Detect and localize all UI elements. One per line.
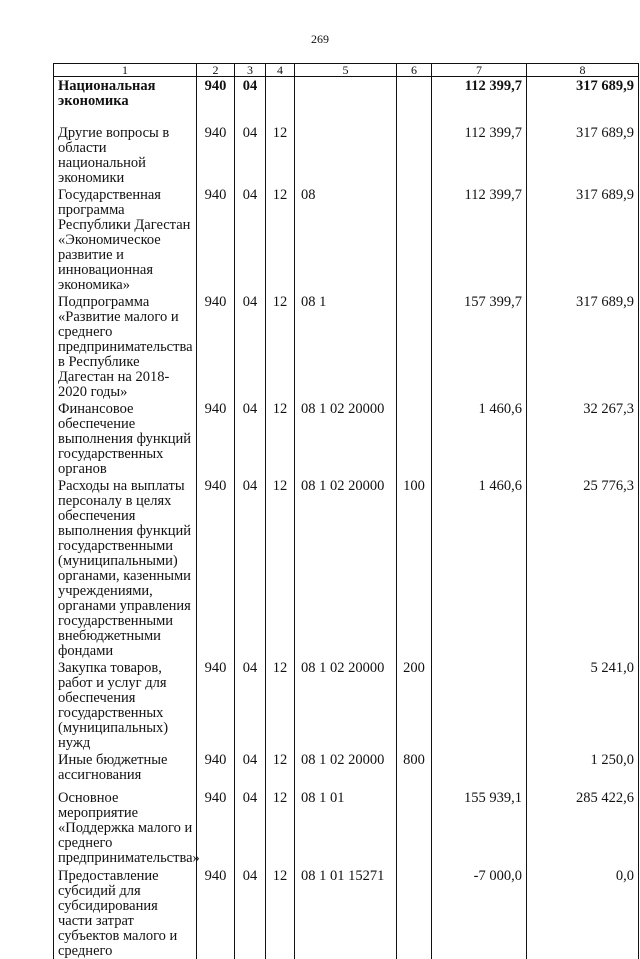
cell-c4: 12 — [266, 867, 295, 959]
cell-c6: 100 — [397, 477, 432, 659]
table-row — [54, 659, 639, 751]
table-row — [54, 400, 639, 477]
budget-table — [53, 63, 639, 959]
cell-c7: 1 460,6 — [432, 400, 527, 477]
cell-c4: 12 — [266, 186, 295, 293]
table-row — [54, 293, 639, 400]
cell-c3: 04 — [235, 124, 266, 186]
column-header: 4 — [266, 64, 295, 77]
cell-c6 — [397, 789, 432, 867]
cell-c4: 12 — [266, 124, 295, 186]
cell-c2: 940 — [197, 867, 235, 959]
row-name: Иные бюджетные ассигнования — [54, 751, 197, 789]
cell-c5: 08 1 01 — [295, 789, 397, 867]
cell-c3: 04 — [235, 186, 266, 293]
cell-c8: 5 241,0 — [527, 659, 639, 751]
cell-c6 — [397, 186, 432, 293]
cell-c2: 940 — [197, 293, 235, 400]
table-row — [54, 477, 639, 659]
cell-c6 — [397, 867, 432, 959]
cell-c8: 317 689,9 — [527, 186, 639, 293]
cell-c4 — [266, 77, 295, 124]
cell-c2: 940 — [197, 789, 235, 867]
cell-c3: 04 — [235, 751, 266, 789]
table-row — [54, 186, 639, 293]
cell-c2: 940 — [197, 400, 235, 477]
cell-c2: 940 — [197, 186, 235, 293]
row-name: Национальная экономика — [54, 77, 197, 124]
row-name: Предоставление субсидий для субсидирования части затрат субъектов малого и среднего — [54, 867, 197, 959]
cell-c4: 12 — [266, 477, 295, 659]
column-header: 2 — [197, 64, 235, 77]
cell-c4: 12 — [266, 400, 295, 477]
cell-c8: 25 776,3 — [527, 477, 639, 659]
cell-c6 — [397, 400, 432, 477]
table-row — [54, 751, 639, 789]
cell-c5: 08 1 — [295, 293, 397, 400]
cell-c6 — [397, 124, 432, 186]
cell-c5 — [295, 124, 397, 186]
table-row — [54, 124, 639, 186]
cell-c7 — [432, 659, 527, 751]
cell-c2: 940 — [197, 477, 235, 659]
cell-c3: 04 — [235, 477, 266, 659]
table-row — [54, 789, 639, 867]
row-name: Расходы на выплаты персоналу в целях обеспечения выполнения функций государственными (муниципальными) органами, казенными учреждениями, органами управления государственными внебюджетными фондами — [54, 477, 197, 659]
cell-c8: 0,0 — [527, 867, 639, 959]
cell-c3: 04 — [235, 789, 266, 867]
cell-c8: 317 689,9 — [527, 124, 639, 186]
row-name: Закупка товаров, работ и услуг для обеспечения государственных (муниципальных) нужд — [54, 659, 197, 751]
table-row — [54, 867, 639, 959]
cell-c2: 940 — [197, 77, 235, 124]
page-number: 269 — [311, 32, 329, 46]
cell-c7: 1 460,6 — [432, 477, 527, 659]
cell-c3: 04 — [235, 659, 266, 751]
cell-c3: 04 — [235, 867, 266, 959]
cell-c5: 08 — [295, 186, 397, 293]
cell-c6: 200 — [397, 659, 432, 751]
cell-c7: 157 399,7 — [432, 293, 527, 400]
cell-c2: 940 — [197, 124, 235, 186]
column-header: 3 — [235, 64, 266, 77]
cell-c7: 155 939,1 — [432, 789, 527, 867]
cell-c7: 112 399,7 — [432, 186, 527, 293]
cell-c3: 04 — [235, 293, 266, 400]
row-name: Другие вопросы в области национальной экономики — [54, 124, 197, 186]
table-row — [54, 77, 639, 124]
cell-c5: 08 1 02 20000 — [295, 477, 397, 659]
cell-c5 — [295, 77, 397, 124]
cell-c6: 800 — [397, 751, 432, 789]
cell-c4: 12 — [266, 659, 295, 751]
column-header: 7 — [432, 64, 527, 77]
cell-c8: 32 267,3 — [527, 400, 639, 477]
cell-c2: 940 — [197, 751, 235, 789]
cell-c6 — [397, 77, 432, 124]
cell-c4: 12 — [266, 789, 295, 867]
cell-c2: 940 — [197, 659, 235, 751]
cell-c4: 12 — [266, 293, 295, 400]
row-name: Государственная программа Республики Дагестан «Экономическое развитие и инновационная экономика» — [54, 186, 197, 293]
column-header: 8 — [527, 64, 639, 77]
cell-c7: -7 000,0 — [432, 867, 527, 959]
cell-c8: 285 422,6 — [527, 789, 639, 867]
cell-c3: 04 — [235, 77, 266, 124]
row-name: Основное мероприятие «Поддержка малого и среднего предпринимательства» — [54, 789, 197, 867]
cell-c4: 12 — [266, 751, 295, 789]
cell-c7: 112 399,7 — [432, 124, 527, 186]
cell-c8: 317 689,9 — [527, 77, 639, 124]
column-header: 5 — [295, 64, 397, 77]
cell-c5: 08 1 02 20000 — [295, 751, 397, 789]
cell-c6 — [397, 293, 432, 400]
cell-c7: 112 399,7 — [432, 77, 527, 124]
table-header-row — [54, 64, 639, 77]
row-name: Подпрограмма «Развитие малого и среднего предпринимательства в Республике Дагестан на 2018-2020 годы» — [54, 293, 197, 400]
cell-c5: 08 1 01 15271 — [295, 867, 397, 959]
column-header: 1 — [54, 64, 197, 77]
cell-c8: 1 250,0 — [527, 751, 639, 789]
cell-c5: 08 1 02 20000 — [295, 400, 397, 477]
cell-c7 — [432, 751, 527, 789]
cell-c3: 04 — [235, 400, 266, 477]
row-name: Финансовое обеспечение выполнения функций государственных органов — [54, 400, 197, 477]
column-header: 6 — [397, 64, 432, 77]
cell-c8: 317 689,9 — [527, 293, 639, 400]
cell-c5: 08 1 02 20000 — [295, 659, 397, 751]
